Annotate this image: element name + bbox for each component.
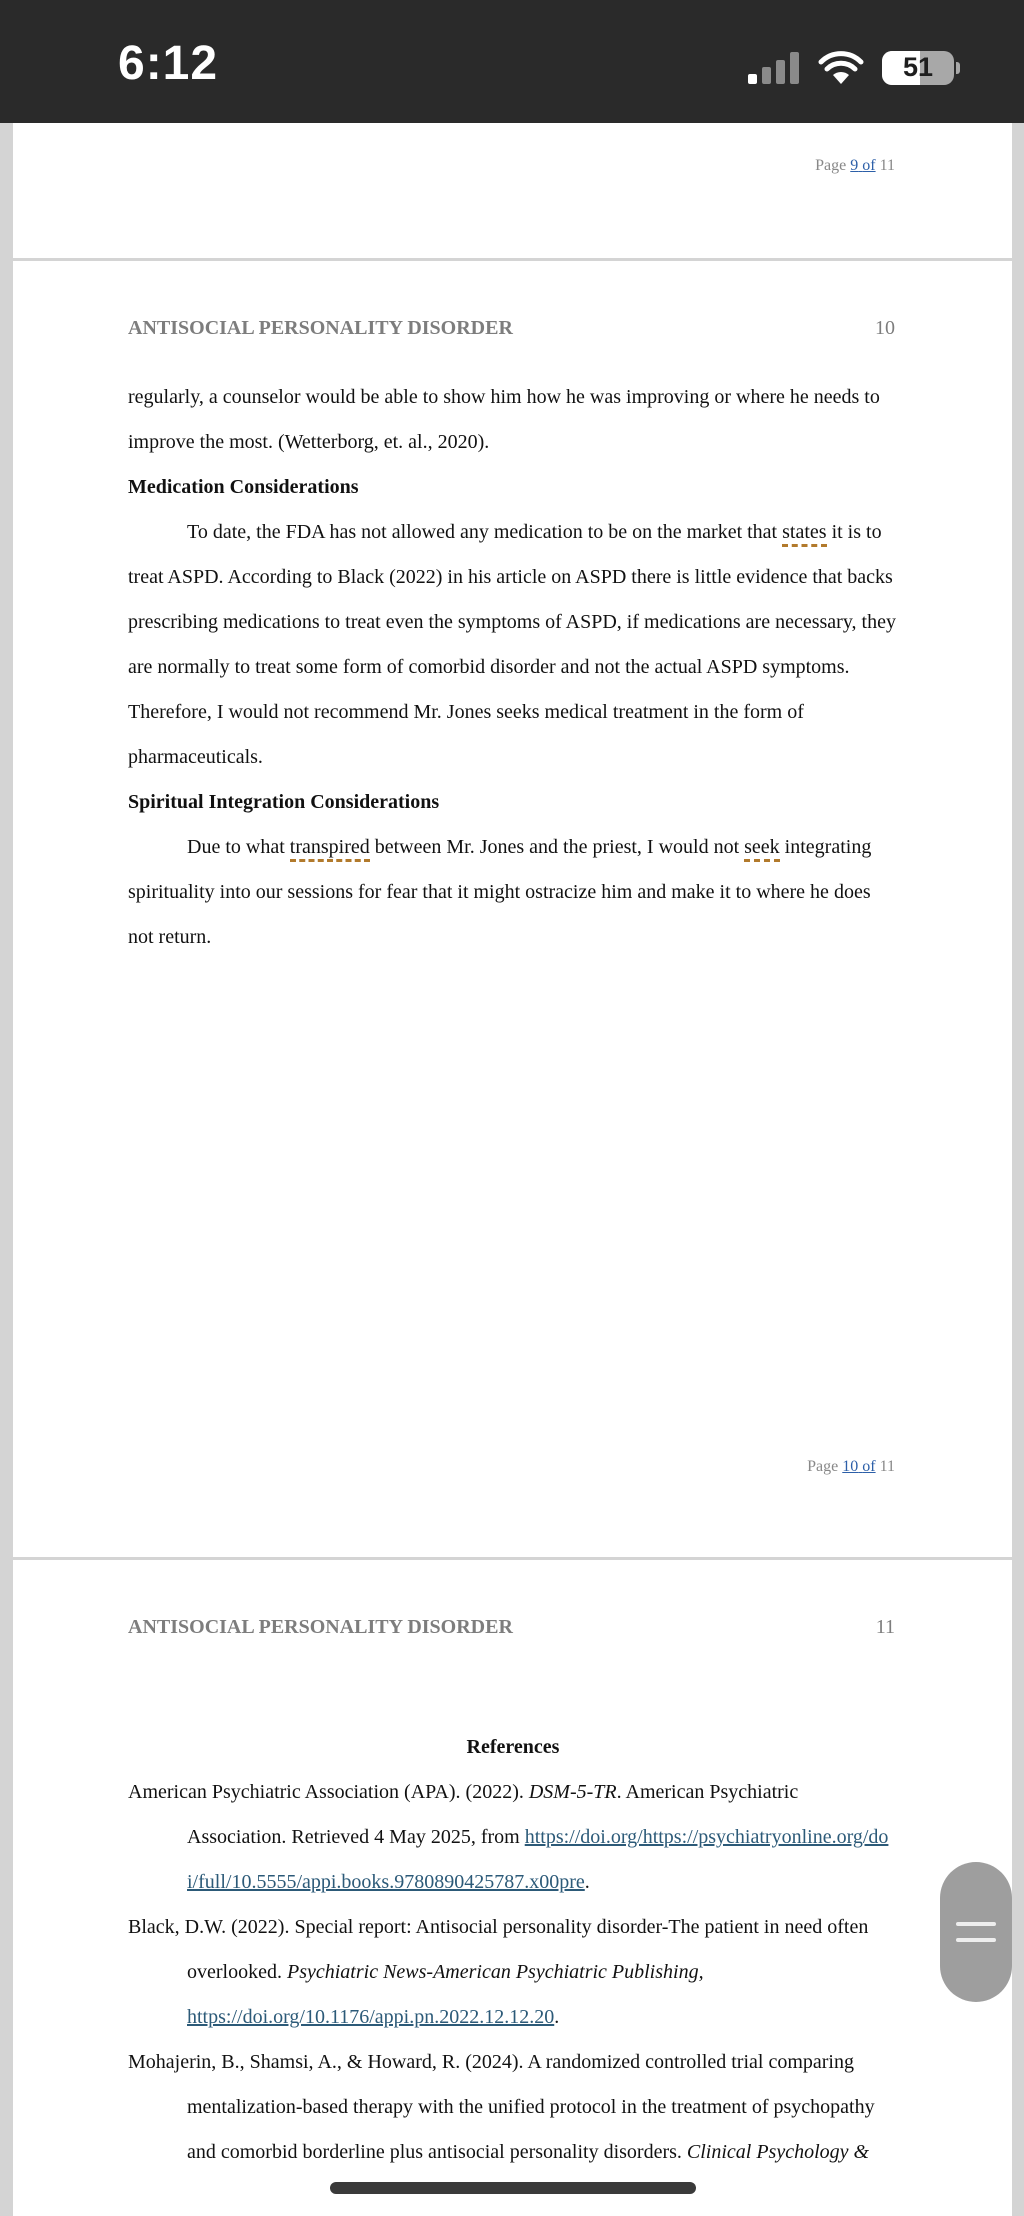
status-bar — [0, 0, 1024, 123]
section-heading: Medication Considerations — [128, 476, 359, 498]
page-number: 11 — [875, 1616, 895, 1638]
footer-label: Page — [815, 157, 847, 174]
reference-entry: American Psychiatric Association (APA). (2022). DSM-5-TR. American Psychiatric Association. Retrieved 4 May 2025, from https://doi.org/https://psychiatryonline.org/doi/full/10.5555/appi.books.9780890425787.x00pre. — [128, 1781, 889, 1893]
document-page-9 — [13, 123, 1012, 258]
battery-level: 51 — [902, 52, 934, 82]
page-footer — [807, 1458, 895, 1476]
paragraph: Due to what transpired between Mr. Jones and the priest, I would not seek integrating spirituality into our sessions for fear that it might ostracize him and make it to where he does not return. — [128, 836, 872, 948]
reference-link[interactable]: https://doi.org/https://psychiatryonline.org/doi/full/10.5555/appi.books.9780890425787.x00pre — [187, 1826, 889, 1893]
running-head — [128, 317, 895, 340]
document-page-11 — [13, 1560, 1012, 2216]
references-section[interactable] — [128, 1725, 898, 2175]
running-head-title: ANTISOCIAL PERSONALITY DISORDER — [128, 317, 513, 339]
battery-icon — [882, 51, 954, 85]
reference-entry: Mohajerin, B., Shamsi, A., & Howard, R. (2024). A randomized controlled trial comparing mentalization-based therapy with the unified protocol in the treatment of psychopathy and comorbid borderline plus antisocial personality disorders. Clinical Psychology & — [128, 2051, 875, 2163]
status-time: 6:12 — [118, 37, 219, 90]
spelling-flag[interactable]: seek — [744, 836, 780, 862]
running-head — [128, 1616, 895, 1639]
running-head-title: ANTISOCIAL PERSONALITY DISORDER — [128, 1616, 513, 1638]
footer-current-page: 10 of — [842, 1458, 876, 1475]
footer-current-page: 9 of — [850, 157, 876, 174]
page-number: 10 — [875, 317, 895, 339]
paragraph: improve the most. (Wetterborg, et. al., 2020). — [128, 431, 490, 453]
battery-tip — [956, 62, 960, 74]
document-page-10 — [13, 261, 1012, 1557]
page-footer — [815, 157, 895, 175]
cellular-signal-icon — [748, 52, 802, 84]
spelling-flag[interactable]: states — [782, 521, 826, 547]
home-indicator[interactable] — [330, 2182, 696, 2194]
wifi-icon — [818, 50, 864, 86]
footer-total: 11 — [879, 1458, 895, 1475]
section-heading: Spiritual Integration Considerations — [128, 791, 440, 813]
spelling-flag[interactable]: transpired — [290, 836, 370, 862]
reference-link[interactable]: https://doi.org/10.1176/appi.pn.2022.12.12.20 — [187, 2006, 555, 2028]
footer-total: 11 — [879, 157, 895, 174]
references-heading: References — [466, 1736, 560, 1758]
scroll-handle[interactable] — [940, 1862, 1012, 2002]
paragraph: To date, the FDA has not allowed any medication to be on the market that states it is to treat ASPD. According to Black (2022) in his article on ASPD there is little evidence that backs prescribing medications to treat even the symptoms of ASPD, if medications are necessary, they are normally to treat some form of comorbid disorder and not the actual ASPD symptoms. Therefore, I would not recommend Mr. Jones seeks medical treatment in the form of pharmaceuticals. — [128, 521, 896, 768]
page-body[interactable] — [128, 375, 898, 960]
paragraph: regularly, a counselor would be able to show him how he was improving or where he needs to — [128, 386, 880, 408]
reference-entry: Black, D.W. (2022). Special report: Antisocial personality disorder-The patient in need often overlooked. Psychiatric News-American Psychiatric Publishing, https://doi.org/10.1176/appi.pn.2022.12.12.20. — [128, 1916, 869, 2028]
footer-label: Page — [807, 1458, 839, 1475]
